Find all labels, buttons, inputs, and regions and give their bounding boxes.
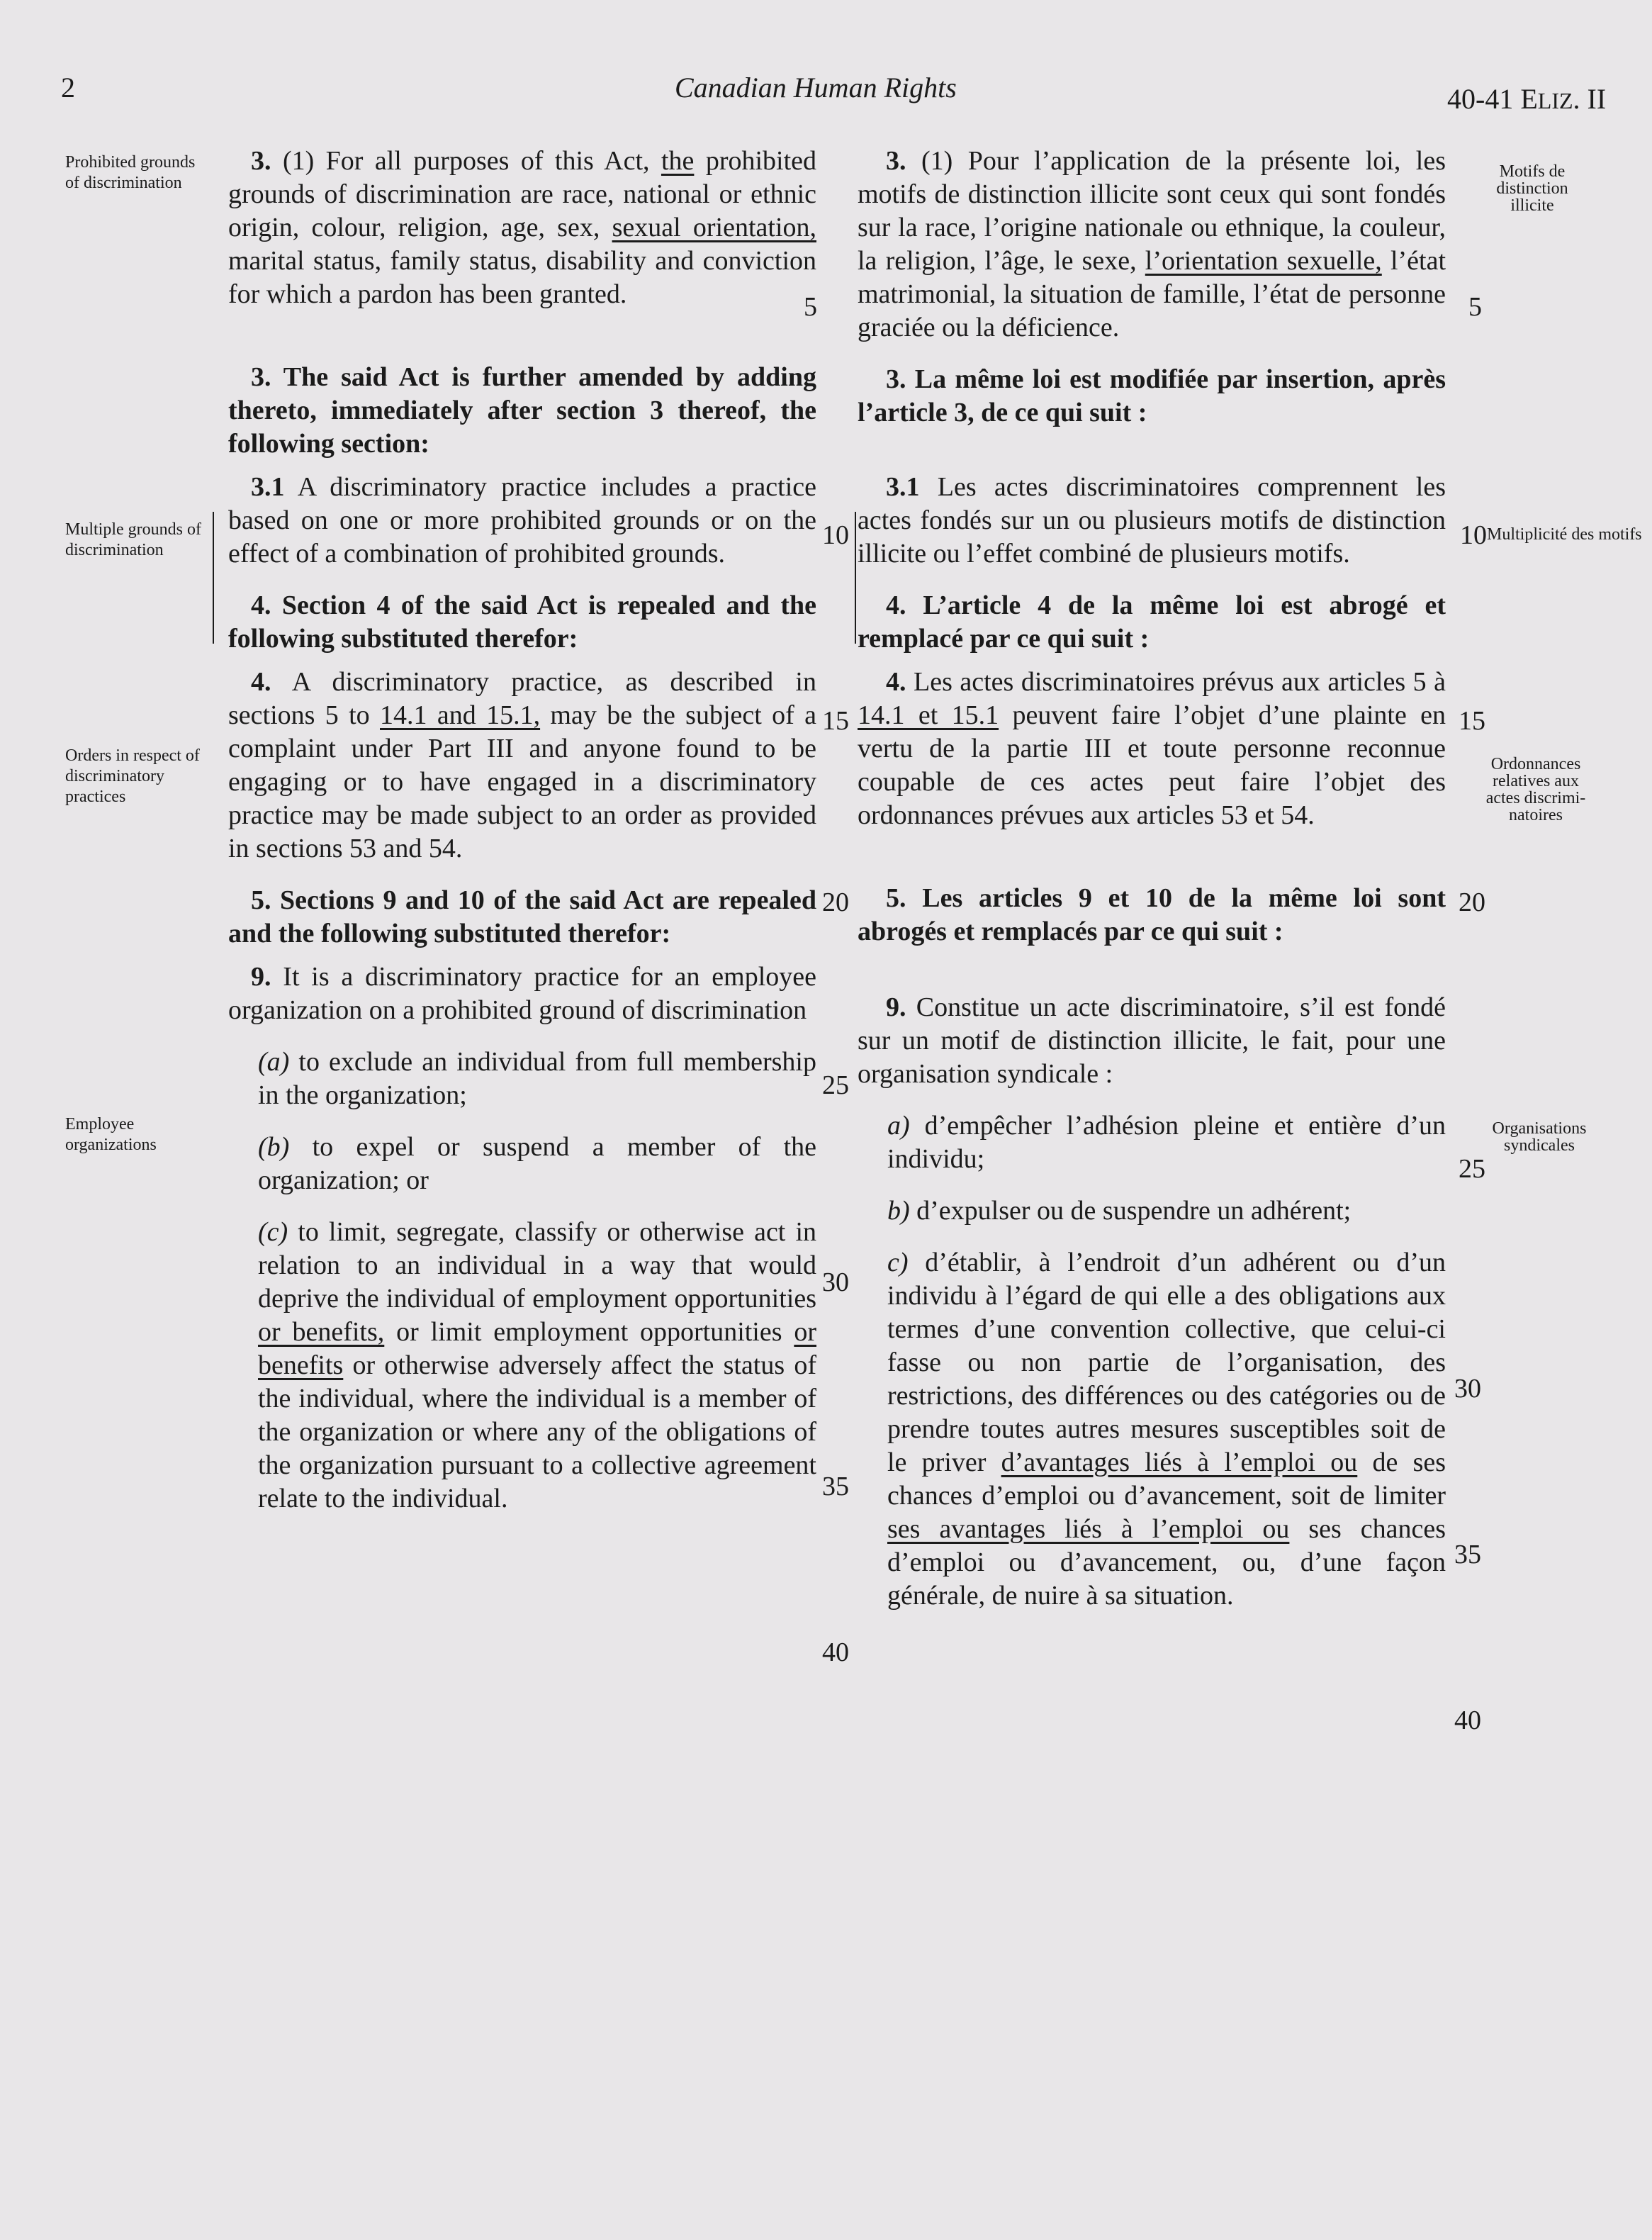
line-number: 35 [1454,1540,1481,1569]
line-number: 15 [1459,706,1485,736]
line-number: 5 [804,292,817,322]
margin-note-prohibited-grounds: Prohibited grounds of discrimination [65,153,196,192]
line-number: 20 [822,887,849,917]
change-bar [855,512,856,644]
fr-paragraph-a: a) d’empêcher l’adhésion pleine et entière d’un individu; [887,1111,1446,1174]
regnal-year: 40-41 ELIZ. II [1447,83,1607,115]
margin-note-ordonnances: Ordonnances relatives aux actes discrimi-natoires [1485,755,1586,824]
line-number: 20 [1459,887,1485,917]
en-section-9: 9. It is a discriminatory practice for an employee organization on a prohibited ground of discrimination [228,962,816,1025]
margin-note-organisations: Organisations syndicales [1492,1119,1587,1155]
line-number: 25 [1459,1154,1485,1184]
change-bar [213,512,214,644]
en-clause-3-heading: 3. The said Act is further amended by adding thereto, immediately after section 3 thereof, the following section: [228,362,816,459]
margin-note-orders: Orders in respect of discriminatory practices [65,746,200,806]
margin-note-employee-organizations: Employee organizations [65,1115,157,1154]
fr-paragraph-c: c) d’établir, à l’endroit d’un adhérent ou d’un individu à l’égard de qui elle a des obligations aux termes d’une convention collective, que celui-ci fasse ou non partie de l’organisation, des restrictions, des différences ou des catégories ou de prendre toutes autres mesures susceptibles soit de le priver d’avantages liés à l’emploi ou de ses chances d’emploi ou d’avancement, soit de limiter ses avantages liés à l’emploi ou ses chances d’emploi ou d’avancement, ou, d’une façon générale, de nuire à sa situation. [887,1248,1446,1611]
fr-section-3-1-new: 3.1 Les actes discriminatoires comprennent les actes fondés sur un ou plusieurs motifs de distinction illicite ou l’effet combiné de plusieurs motifs. [858,472,1446,569]
en-paragraph-a: (a) to exclude an individual from full membership in the organization; [258,1047,816,1110]
en-clause-5-heading: 5. Sections 9 and 10 of the said Act are repealed and the following substituted therefor: [228,885,816,948]
en-paragraph-c: (c) to limit, segregate, classify or otherwise act in relation to an individual in a way that would deprive the individual of employment opportunities or benefits, or limit employment opportunities or benefits or otherwise adversely affect the status of the individual, where the individual is a member of the organization or where any of the obligations of the organization pursuant to a collective agreement relate to the individual. [258,1217,817,1513]
fr-clause-4-heading: 4. L’article 4 de la même loi est abrogé et remplacé par ce qui suit : [858,590,1446,654]
en-paragraph-b: (b) to expel or suspend a member of the organization; or [258,1132,817,1195]
line-number: 40 [822,1637,849,1667]
line-number: 30 [822,1267,849,1297]
fr-clause-3-heading: 3. La même loi est modifiée par insertion, après l’article 3, de ce qui suit : [858,364,1446,427]
margin-note-multiplicite: Multiplicité des motifs [1487,525,1642,544]
fr-section-3-1: 3. (1) Pour l’application de la présente loi, les motifs de distinction illicite sont ceux qui sont fondés sur la race, l’origine nationale ou ethnique, la couleur, la religion, l’âge, le sexe, l’orientation sexuelle, l’état matrimonial, la situation de famille, l’état de personne graciée ou la déficience. [858,146,1446,342]
line-number: 5 [1468,292,1482,322]
fr-clause-5-heading: 5. Les articles 9 et 10 de la même loi sont abrogés et remplacés par ce qui suit : [858,883,1446,946]
line-number: 25 [822,1070,849,1100]
en-section-3-1: 3. (1) For all purposes of this Act, the prohibited grounds of discrimination are race, national or ethnic origin, colour, religion, age, sex, sexual orientation, marital status, family status, disability and conviction for which a pardon has been granted. [228,146,817,309]
english-column [228,145,816,1516]
margin-note-multiple-grounds: Multiple grounds of discrimination [65,520,201,559]
line-number: 35 [822,1472,849,1501]
line-number: 15 [822,706,849,736]
french-column [858,145,1446,1613]
line-number: 10 [822,520,849,550]
margin-note-motifs: Motifs de distinction illicite [1496,162,1568,215]
fr-section-4: 4. Les actes discriminatoires prévus aux articles 5 à 14.1 et 15.1 peuvent faire l’objet d’une plainte en vertu de la partie III et toute personne reconnue coupable de ces actes peut faire l’objet des ordonnances prévues aux articles 53 et 54. [858,667,1446,830]
page-number: 2 [61,72,75,103]
line-number: 10 [1460,520,1487,550]
en-clause-4-heading: 4. Section 4 of the said Act is repealed and the following substituted therefor: [228,590,816,654]
fr-section-9: 9. Constitue un acte discriminatoire, s’il est fondé sur un motif de distinction illicite, le fait, pour une organisation syndicale : [858,992,1446,1089]
en-section-4: 4. A discriminatory practice, as described in sections 5 to 14.1 and 15.1, may be the subject of a complaint under Part III and anyone found to be engaging or to have engaged in a discriminatory practice may be made subject to an order as provided in sections 53 and 54. [228,667,817,863]
line-number: 40 [1454,1706,1481,1735]
fr-paragraph-b: b) d’expulser ou de suspendre un adhérent; [887,1196,1352,1226]
running-title: Canadian Human Rights [675,72,957,103]
en-section-3-1-new: 3.1 A discriminatory practice includes a practice based on one or more prohibited grounds or on the effect of a combination of prohibited grounds. [228,472,817,569]
line-number: 30 [1454,1374,1481,1404]
